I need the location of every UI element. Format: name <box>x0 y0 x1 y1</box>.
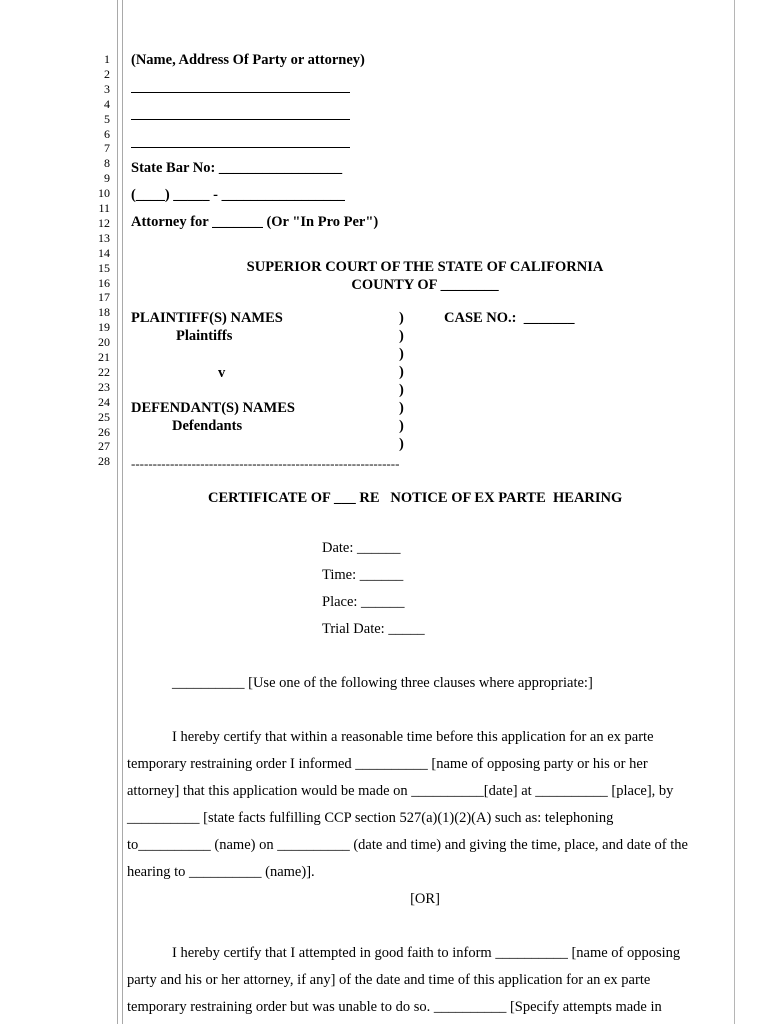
hearing-place-field: Place: ______ <box>322 594 405 610</box>
defendants-label: Defendants <box>172 418 243 434</box>
caption-paren: ) <box>399 400 404 416</box>
caption-paren: ) <box>399 346 404 362</box>
line-number: 27 <box>98 439 110 454</box>
caption-paren: ) <box>399 364 404 380</box>
line-number: 28 <box>98 454 110 469</box>
line-number: 20 <box>98 335 110 350</box>
caption-paren: ) <box>399 382 404 398</box>
phone-field: (____) _____ - _________________ <box>131 187 345 203</box>
line-number: 7 <box>104 141 110 156</box>
line-number: 9 <box>104 171 110 186</box>
line-number: 15 <box>98 260 110 275</box>
left-margin-rule <box>117 0 118 1024</box>
line-number: 11 <box>98 201 110 215</box>
line-number: 4 <box>104 96 110 111</box>
line-number: 13 <box>98 230 110 245</box>
clause2-line: party and his or her attorney, if any] of the date and time of this application for an ex parte <box>127 972 651 988</box>
clause1-line: attorney] that this application would be made on __________[date] at __________ [place], by <box>127 783 674 799</box>
document-title: CERTIFICATE OF ___ RE NOTICE OF EX PARTE HEARING <box>208 490 623 506</box>
line-number: 21 <box>98 350 110 364</box>
plaintiff-names: PLAINTIFF(S) NAMES <box>131 310 283 326</box>
or-separator: [OR] <box>410 891 440 907</box>
line-number: 17 <box>98 290 110 305</box>
clause-instruction: __________ [Use one of the following three clauses where appropriate:] <box>172 675 593 691</box>
line-number: 5 <box>104 111 110 126</box>
line-number: 3 <box>104 81 110 96</box>
caption-paren: ) <box>399 310 404 326</box>
left-margin-rule-inner <box>122 0 123 1024</box>
line-number: 1 <box>104 52 110 66</box>
line-number: 22 <box>98 364 110 379</box>
trial-date-field: Trial Date: _____ <box>322 621 425 637</box>
clause1-line: __________ [state facts fulfilling CCP section 527(a)(1)(2)(A) such as: telephoning <box>127 810 614 826</box>
caption-paren: ) <box>399 418 404 434</box>
court-title: SUPERIOR COURT OF THE STATE OF CALIFORNIA <box>246 259 604 275</box>
county-field: COUNTY OF ________ <box>351 277 499 293</box>
line-number: 26 <box>98 424 110 439</box>
line-number: 16 <box>98 275 110 290</box>
clause2-line: I hereby certify that I attempted in good faith to inform __________ [name of opposing <box>172 945 681 961</box>
right-margin-rule <box>734 0 735 1024</box>
caption-separator: -------------------------------------------------------------- <box>131 456 400 471</box>
address-line-1 <box>131 92 350 93</box>
hearing-date-field: Date: ______ <box>322 540 401 556</box>
state-bar-field: State Bar No: _________________ <box>131 160 343 176</box>
line-number: 25 <box>98 409 110 424</box>
line-number: 2 <box>104 66 110 81</box>
defendant-names: DEFENDANT(S) NAMES <box>131 400 295 416</box>
line-number: 19 <box>98 320 110 335</box>
case-number-field: CASE NO.: _______ <box>444 310 575 326</box>
clause1-line: hearing to __________ (name)]. <box>127 864 315 880</box>
versus-label: v <box>218 365 226 381</box>
attorney-for-field: Attorney for _______ (Or "In Pro Per") <box>131 214 379 230</box>
plaintiffs-label: Plaintiffs <box>176 328 233 344</box>
caption-paren: ) <box>399 436 404 452</box>
address-line-3 <box>131 147 350 148</box>
hearing-time-field: Time: ______ <box>322 567 404 583</box>
line-number: 24 <box>98 394 110 409</box>
line-number: 23 <box>98 379 110 394</box>
address-line-2 <box>131 119 350 120</box>
clause2-line: temporary restraining order but was unable to do so. __________ [Specify attempts made in <box>127 999 662 1015</box>
line-number: 8 <box>104 156 110 171</box>
line-number: 12 <box>98 215 110 230</box>
line-number: 10 <box>98 186 110 201</box>
line-number: 18 <box>98 305 110 320</box>
line-number: 6 <box>104 126 110 141</box>
clause1-line: to__________ (name) on __________ (date and time) and giving the time, place, and date of the <box>127 837 688 853</box>
name-address-label: (Name, Address Of Party or attorney) <box>131 52 365 68</box>
caption-paren: ) <box>399 328 404 344</box>
line-number: 14 <box>98 245 110 260</box>
clause1-line: temporary restraining order I informed __________ [name of opposing party or his or her <box>127 756 648 772</box>
clause1-line: I hereby certify that within a reasonable time before this application for an ex parte <box>172 729 654 745</box>
